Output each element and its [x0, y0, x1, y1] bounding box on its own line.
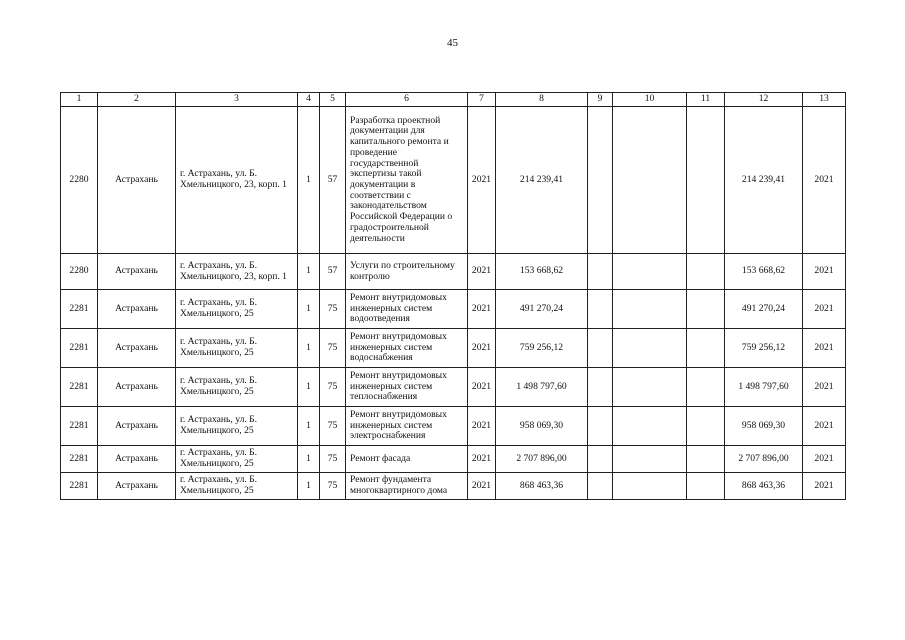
column-header: 10: [613, 93, 687, 107]
register-table: [60, 92, 846, 500]
cell-address: г. Астрахань, ул. Б. Хмельницкого, 25: [176, 446, 298, 473]
cell-house-index: 75: [320, 290, 346, 329]
table-row: [61, 254, 846, 290]
cell-col-9: [588, 107, 613, 254]
cell-work-type: Ремонт внутридомовых инженерных систем электроснабжения: [346, 407, 468, 446]
cell-end-year: 2021: [803, 407, 846, 446]
cell-total-cost: 868 463,36: [725, 473, 803, 500]
cell-cost: 958 069,30: [496, 407, 588, 446]
cell-work-type: Ремонт фасада: [346, 446, 468, 473]
page-number: 45: [447, 37, 458, 49]
cell-work-type: Ремонт фундамента многоквартирного дома: [346, 473, 468, 500]
cell-start-year: 2021: [468, 254, 496, 290]
cell-quarter: 1: [298, 329, 320, 368]
cell-cost: 491 270,24: [496, 290, 588, 329]
cell-work-type: Ремонт внутридомовых инженерных систем водоснабжения: [346, 329, 468, 368]
cell-quarter: 1: [298, 407, 320, 446]
column-header: 8: [496, 93, 588, 107]
cell-col-11: [687, 446, 725, 473]
cell-row-number: 2280: [61, 254, 98, 290]
cell-quarter: 1: [298, 290, 320, 329]
cell-cost: 153 668,62: [496, 254, 588, 290]
cell-row-number: 2281: [61, 368, 98, 407]
cell-col-10: [613, 290, 687, 329]
cell-row-number: 2281: [61, 329, 98, 368]
cell-start-year: 2021: [468, 368, 496, 407]
cell-end-year: 2021: [803, 254, 846, 290]
column-header: 2: [98, 93, 176, 107]
column-header: 11: [687, 93, 725, 107]
cell-municipality: Астрахань: [98, 107, 176, 254]
cell-house-index: 75: [320, 446, 346, 473]
cell-work-type: Услуги по строительному контролю: [346, 254, 468, 290]
cell-col-9: [588, 446, 613, 473]
cell-row-number: 2280: [61, 107, 98, 254]
cell-end-year: 2021: [803, 446, 846, 473]
cell-house-index: 75: [320, 329, 346, 368]
cell-total-cost: 214 239,41: [725, 107, 803, 254]
cell-end-year: 2021: [803, 473, 846, 500]
cell-total-cost: 2 707 896,00: [725, 446, 803, 473]
cell-quarter: 1: [298, 473, 320, 500]
cell-col-10: [613, 329, 687, 368]
cell-municipality: Астрахань: [98, 473, 176, 500]
cell-col-9: [588, 329, 613, 368]
cell-row-number: 2281: [61, 473, 98, 500]
cell-address: г. Астрахань, ул. Б. Хмельницкого, 25: [176, 368, 298, 407]
cell-end-year: 2021: [803, 107, 846, 254]
table-row: [61, 329, 846, 368]
cell-municipality: Астрахань: [98, 290, 176, 329]
cell-municipality: Астрахань: [98, 446, 176, 473]
cell-work-type: Ремонт внутридомовых инженерных систем теплоснабжения: [346, 368, 468, 407]
cell-work-type: Разработка проектной документации для капитального ремонта и проведение государственной экспертизы такой документации в соответствии с законодательством Российской Федерации о градостроительной деятельности: [346, 107, 468, 254]
cell-col-9: [588, 368, 613, 407]
cell-quarter: 1: [298, 446, 320, 473]
table-body: [61, 93, 846, 500]
cell-end-year: 2021: [803, 368, 846, 407]
cell-house-index: 57: [320, 107, 346, 254]
table-row: [61, 290, 846, 329]
cell-col-9: [588, 254, 613, 290]
column-header: 12: [725, 93, 803, 107]
cell-col-9: [588, 473, 613, 500]
cell-row-number: 2281: [61, 407, 98, 446]
cell-col-11: [687, 329, 725, 368]
cell-total-cost: 958 069,30: [725, 407, 803, 446]
cell-quarter: 1: [298, 107, 320, 254]
cell-row-number: 2281: [61, 446, 98, 473]
column-header: 7: [468, 93, 496, 107]
cell-start-year: 2021: [468, 290, 496, 329]
cell-municipality: Астрахань: [98, 368, 176, 407]
column-header: 4: [298, 93, 320, 107]
cell-col-11: [687, 368, 725, 407]
cell-col-10: [613, 446, 687, 473]
cell-start-year: 2021: [468, 107, 496, 254]
cell-col-9: [588, 290, 613, 329]
column-header: 9: [588, 93, 613, 107]
cell-total-cost: 1 498 797,60: [725, 368, 803, 407]
cell-col-10: [613, 107, 687, 254]
cell-quarter: 1: [298, 368, 320, 407]
table-row: [61, 368, 846, 407]
table-row: [61, 107, 846, 254]
cell-address: г. Астрахань, ул. Б. Хмельницкого, 23, корп. 1: [176, 254, 298, 290]
cell-quarter: 1: [298, 254, 320, 290]
cell-start-year: 2021: [468, 407, 496, 446]
cell-house-index: 75: [320, 368, 346, 407]
cell-end-year: 2021: [803, 329, 846, 368]
cell-col-11: [687, 254, 725, 290]
cell-work-type: Ремонт внутридомовых инженерных систем водоотведения: [346, 290, 468, 329]
cell-cost: 759 256,12: [496, 329, 588, 368]
cell-address: г. Астрахань, ул. Б. Хмельницкого, 23, корп. 1: [176, 107, 298, 254]
cell-col-11: [687, 473, 725, 500]
cell-col-10: [613, 473, 687, 500]
cell-cost: 868 463,36: [496, 473, 588, 500]
cell-address: г. Астрахань, ул. Б. Хмельницкого, 25: [176, 290, 298, 329]
cell-col-10: [613, 254, 687, 290]
cell-house-index: 75: [320, 407, 346, 446]
cell-col-9: [588, 407, 613, 446]
cell-total-cost: 153 668,62: [725, 254, 803, 290]
cell-col-11: [687, 407, 725, 446]
cell-municipality: Астрахань: [98, 254, 176, 290]
table-row: [61, 446, 846, 473]
table-row: [61, 473, 846, 500]
cell-col-10: [613, 368, 687, 407]
cell-start-year: 2021: [468, 446, 496, 473]
cell-col-11: [687, 107, 725, 254]
column-header: 1: [61, 93, 98, 107]
cell-address: г. Астрахань, ул. Б. Хмельницкого, 25: [176, 473, 298, 500]
column-header: 3: [176, 93, 298, 107]
cell-cost: 1 498 797,60: [496, 368, 588, 407]
column-header: 6: [346, 93, 468, 107]
cell-cost: 2 707 896,00: [496, 446, 588, 473]
column-header: 13: [803, 93, 846, 107]
cell-municipality: Астрахань: [98, 329, 176, 368]
header-row: [61, 93, 846, 107]
cell-col-11: [687, 290, 725, 329]
table-row: [61, 407, 846, 446]
column-header: 5: [320, 93, 346, 107]
cell-total-cost: 491 270,24: [725, 290, 803, 329]
cell-house-index: 75: [320, 473, 346, 500]
cell-col-10: [613, 407, 687, 446]
cell-total-cost: 759 256,12: [725, 329, 803, 368]
cell-end-year: 2021: [803, 290, 846, 329]
cell-municipality: Астрахань: [98, 407, 176, 446]
cell-start-year: 2021: [468, 473, 496, 500]
cell-address: г. Астрахань, ул. Б. Хмельницкого, 25: [176, 329, 298, 368]
cell-row-number: 2281: [61, 290, 98, 329]
cell-cost: 214 239,41: [496, 107, 588, 254]
cell-address: г. Астрахань, ул. Б. Хмельницкого, 25: [176, 407, 298, 446]
cell-start-year: 2021: [468, 329, 496, 368]
cell-house-index: 57: [320, 254, 346, 290]
